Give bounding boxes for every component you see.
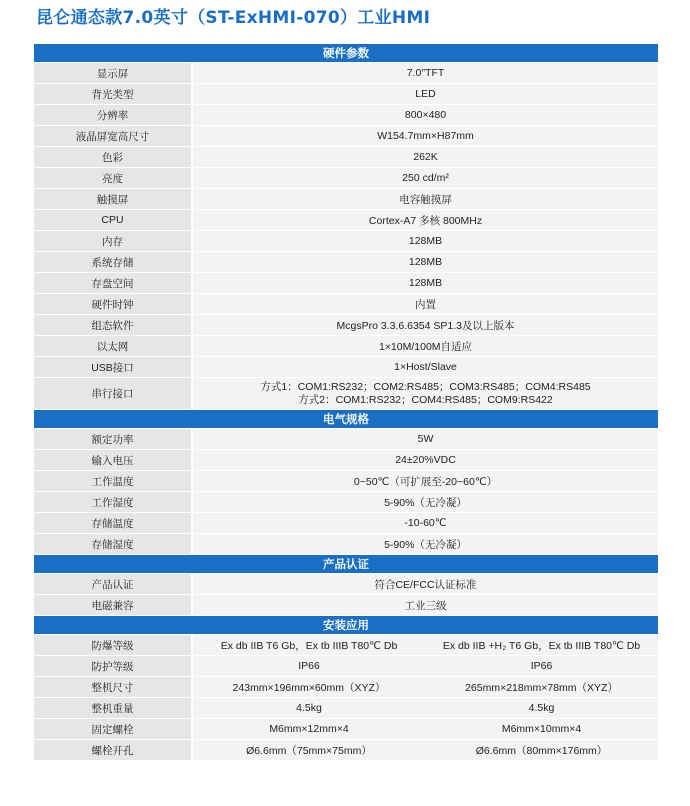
row-label: 电磁兼容	[34, 595, 192, 616]
row-value: 7.0"TFT	[192, 63, 658, 84]
row-value-variant-2: M6mm×10mm×4	[425, 719, 658, 740]
section-title: 硬件参数	[34, 44, 658, 63]
row-value: Cortex-A7 多核 800MHz	[192, 210, 658, 231]
row-label: 工作温度	[34, 471, 192, 492]
row-value-variant-1: M6mm×12mm×4	[192, 719, 425, 740]
table-row	[34, 189, 658, 210]
table-row	[34, 534, 658, 555]
row-value-variant-2: 265mm×218mm×78mm（XYZ）	[425, 677, 658, 698]
row-label: 存储温度	[34, 513, 192, 534]
row-label: 系统存储	[34, 252, 192, 273]
row-value-serial	[192, 378, 658, 410]
section-header-certification	[34, 555, 658, 574]
row-label: 串行接口	[34, 378, 192, 410]
row-value-variant-1: 4.5kg	[192, 698, 425, 719]
table-row	[34, 336, 658, 357]
spec-table	[34, 43, 658, 760]
row-value-variant-1: 243mm×196mm×60mm（XYZ）	[192, 677, 425, 698]
table-row	[34, 105, 658, 126]
row-label: 存盘空间	[34, 273, 192, 294]
table-row	[34, 698, 658, 719]
row-label: USB接口	[34, 357, 192, 378]
row-value: 250 cd/m²	[192, 168, 658, 189]
table-row	[34, 273, 658, 294]
table-row	[34, 677, 658, 698]
row-label: 存储湿度	[34, 534, 192, 555]
table-row	[34, 740, 658, 761]
row-value: 5W	[192, 429, 658, 450]
row-value: 5-90%（无冷凝）	[192, 534, 658, 555]
row-value: 128MB	[192, 273, 658, 294]
section-header-electrical	[34, 410, 658, 429]
row-value: 电容触摸屏	[192, 189, 658, 210]
row-label: 工作湿度	[34, 492, 192, 513]
table-row	[34, 63, 658, 84]
row-value-variant-1: Ex db IIB T6 Gb，Ex tb IIIB T80℃ Db	[192, 635, 425, 656]
table-row	[34, 315, 658, 336]
row-value-variant-2: 4.5kg	[425, 698, 658, 719]
row-value: 128MB	[192, 231, 658, 252]
section-title: 安装应用	[34, 616, 658, 635]
table-row	[34, 357, 658, 378]
row-label: 输入电压	[34, 450, 192, 471]
table-row	[34, 471, 658, 492]
row-value: 262K	[192, 147, 658, 168]
row-value-variant-2: Ø6.6mm（80mm×176mm）	[425, 740, 658, 761]
section-header-installation	[34, 616, 658, 635]
row-value-variant-2: IP66	[425, 656, 658, 677]
serial-mode-2: 方式2：COM1:RS232；COM4:RS485；COM9:RS422	[298, 393, 553, 406]
table-row	[34, 492, 658, 513]
row-value: 800×480	[192, 105, 658, 126]
section-title: 产品认证	[34, 555, 658, 574]
table-row	[34, 252, 658, 273]
row-value-variant-1: IP66	[192, 656, 425, 677]
row-label: 硬件时钟	[34, 294, 192, 315]
row-value: 1×Host/Slave	[192, 357, 658, 378]
table-row	[34, 210, 658, 231]
table-row	[34, 513, 658, 534]
table-row	[34, 126, 658, 147]
row-value-variant-2: Ex db IIB +H₂ T6 Gb，Ex tb IIIB T80℃ Db	[425, 635, 658, 656]
row-label: 液晶屏宽高尺寸	[34, 126, 192, 147]
row-value: LED	[192, 84, 658, 105]
row-value: 128MB	[192, 252, 658, 273]
row-label: CPU	[34, 210, 192, 231]
row-label: 整机尺寸	[34, 677, 192, 698]
row-label: 组态软件	[34, 315, 192, 336]
table-row	[34, 294, 658, 315]
row-label: 分辨率	[34, 105, 192, 126]
row-label: 额定功率	[34, 429, 192, 450]
row-label: 以太网	[34, 336, 192, 357]
table-row	[34, 84, 658, 105]
row-value: 内置	[192, 294, 658, 315]
table-row	[34, 719, 658, 740]
row-value: 5-90%（无冷凝）	[192, 492, 658, 513]
row-value: 符合CE/FCC认证标准	[192, 574, 658, 595]
row-label: 亮度	[34, 168, 192, 189]
table-row	[34, 574, 658, 595]
row-value: 工业三级	[192, 595, 658, 616]
row-value: 1×10M/100M自适应	[192, 336, 658, 357]
table-row	[34, 429, 658, 450]
section-header-hardware	[34, 44, 658, 63]
row-label: 螺栓开孔	[34, 740, 192, 761]
row-value: W154.7mm×H87mm	[192, 126, 658, 147]
table-row	[34, 595, 658, 616]
row-value: 0~50℃（可扩展至-20~60℃）	[192, 471, 658, 492]
row-value: McgsPro 3.3.6.6354 SP1.3及以上版本	[192, 315, 658, 336]
row-value-variant-1: Ø6.6mm（75mm×75mm）	[192, 740, 425, 761]
table-row	[34, 635, 658, 656]
table-row	[34, 231, 658, 252]
row-label: 防爆等级	[34, 635, 192, 656]
table-row-serial	[34, 378, 658, 410]
row-value: -10-60℃	[192, 513, 658, 534]
table-row	[34, 450, 658, 471]
serial-mode-1: 方式1：COM1:RS232；COM2:RS485；COM3:RS485；COM4:RS485	[260, 380, 591, 393]
table-row	[34, 656, 658, 677]
row-label: 触摸屏	[34, 189, 192, 210]
section-title: 电气规格	[34, 410, 658, 429]
table-row	[34, 147, 658, 168]
row-label: 防护等级	[34, 656, 192, 677]
row-value: 24±20%VDC	[192, 450, 658, 471]
row-label: 显示屏	[34, 63, 192, 84]
page-title: 昆仑通态款7.0英寸（ST-ExHMI-070）工业HMI	[36, 8, 431, 28]
row-label: 固定螺栓	[34, 719, 192, 740]
row-label: 色彩	[34, 147, 192, 168]
row-label: 背光类型	[34, 84, 192, 105]
table-row	[34, 168, 658, 189]
row-label: 整机重量	[34, 698, 192, 719]
row-label: 内存	[34, 231, 192, 252]
row-label: 产品认证	[34, 574, 192, 595]
